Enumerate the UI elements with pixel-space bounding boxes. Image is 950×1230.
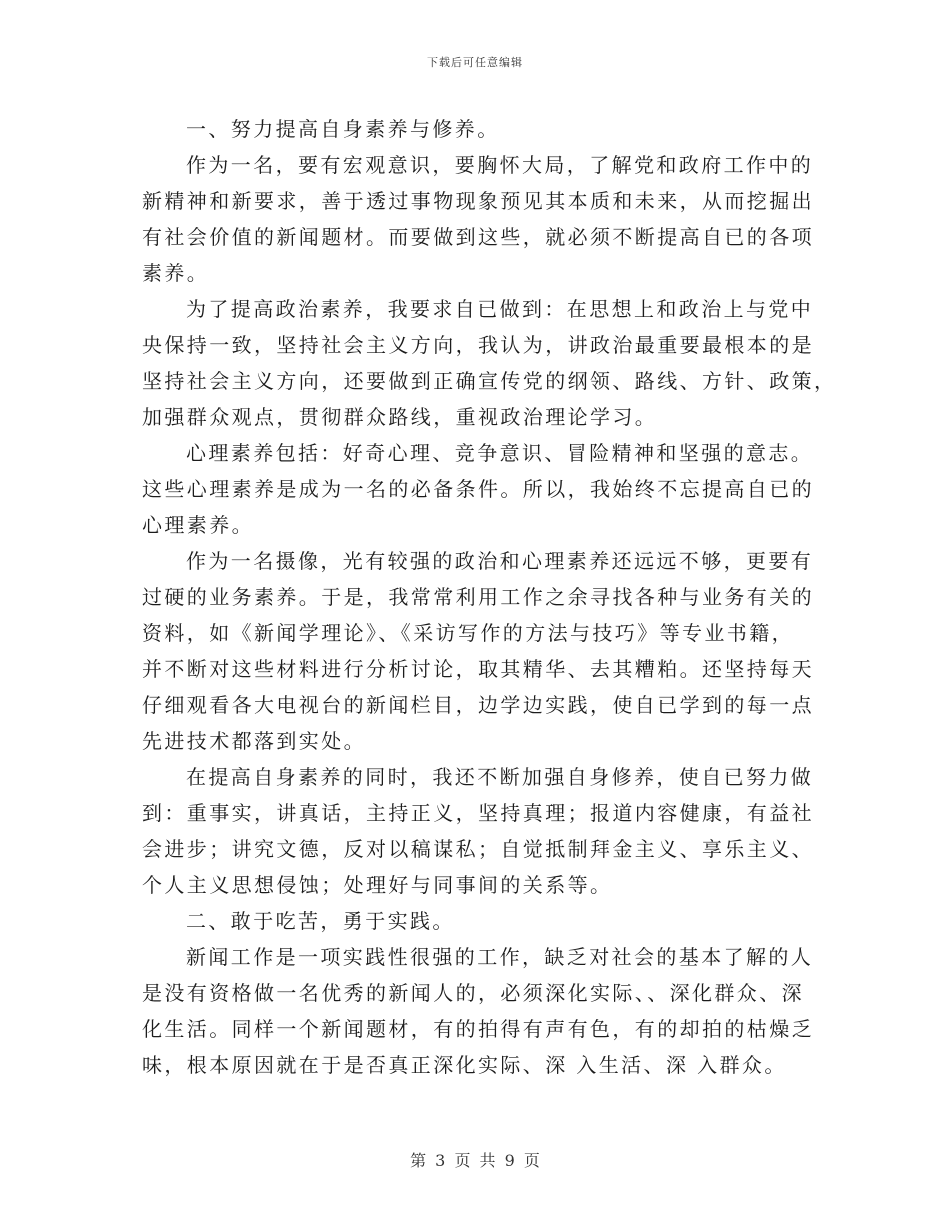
body-line: 作为一名，要有宏观意识，要胸怀大局，了解党和政府工作中的 xyxy=(186,153,814,177)
body-line: 有社会价值的新闻题材。而要做到这些，就必须不断提高自已的各项 xyxy=(142,225,814,249)
body-line: 为了提高政治素养，我要求自已做到：在思想上和政治上与党中 xyxy=(186,297,814,321)
body-line: 并不断对这些材料进行分析讨论，取其精华、去其糟粕。还坚持每天 xyxy=(142,657,814,681)
body-line: 这些心理素养是成为一名的必备条件。所以，我始终不忘提高自已的 xyxy=(142,477,814,501)
body-line: 新精神和新要求，善于透过事物现象预见其本质和未来，从而挖掘出 xyxy=(142,189,814,213)
body-line: 心理素养包括：好奇心理、竞争意识、冒险精神和坚强的意志。 xyxy=(186,441,814,465)
body-line: 过硬的业务素养。于是，我常常利用工作之余寻找各种与业务有关的 xyxy=(142,585,814,609)
body-line: 到：重事实，讲真话，主持正义，坚持真理；报道内容健康，有益社 xyxy=(142,801,814,825)
page-header: 下载后可任意编辑 xyxy=(427,56,523,69)
page-number-footer: 第 3 页 共 9 页 xyxy=(410,1151,540,1170)
body-line: 会进步；讲究文德，反对以稿谋私；自觉抵制拜金主义、享乐主义、 xyxy=(142,837,814,861)
body-line: 新闻工作是一项实践性很强的工作，缺乏对社会的基本了解的人 xyxy=(186,945,814,969)
body-line: 味，根本原因就在于是否真正深化实际、深 入生活、深 入群众。 xyxy=(142,1053,787,1077)
body-line: 资料，如《新闻学理论》、《采访写作的方法与技巧》等专业书籍， xyxy=(142,621,794,645)
document-body xyxy=(142,111,837,1083)
body-line: 先进技术都落到实处。 xyxy=(142,729,366,753)
body-line: 坚持社会主义方向，还要做到正确宣传党的纲领、路线、方针、政策， xyxy=(142,369,837,393)
body-line: 素养。 xyxy=(142,261,210,285)
body-line: 一、努力提高自身素养与修养。 xyxy=(186,117,500,141)
body-line: 在提高自身素养的同时，我还不断加强自身修养，使自已努力做 xyxy=(186,765,814,789)
body-line: 化生活。同样一个新闻题材，有的拍得有声有色，有的却拍的枯燥乏 xyxy=(142,1017,814,1041)
body-line: 心理素养。 xyxy=(142,513,254,537)
body-line: 仔细观看各大电视台的新闻栏目，边学边实践，使自已学到的每一点 xyxy=(142,693,814,717)
body-line: 央保持一致，坚持社会主义方向，我认为，讲政治最重要最根本的是 xyxy=(142,333,814,357)
body-line: 是没有资格做一名优秀的新闻人的，必须深化实际、、深化群众、深 xyxy=(142,981,804,1005)
body-line: 加强群众观点，贯彻群众路线，重视政治理论学习。 xyxy=(142,405,658,429)
body-line: 个人主义思想侵蚀；处理好与同事间的关系等。 xyxy=(142,873,613,897)
body-line: 作为一名摄像，光有较强的政治和心理素养还远远不够，更要有 xyxy=(186,549,814,573)
body-line: 二、敢于吃苦，勇于实践。 xyxy=(186,909,455,933)
